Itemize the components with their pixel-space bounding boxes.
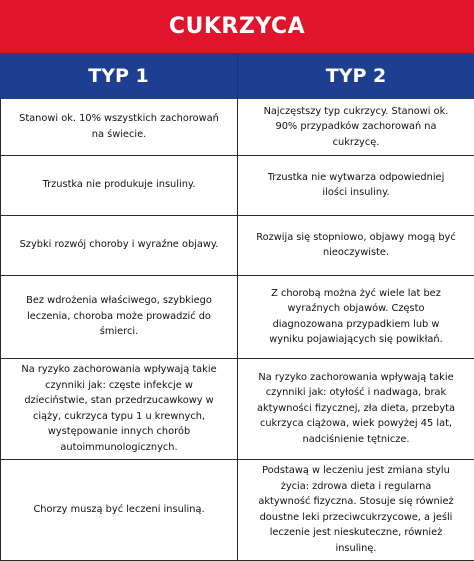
cell-type2-risk-factors: Na ryzyko zachorowania wpływają takie czynniki jak: otyłość i nadwaga, brak aktywności fizycznej, zła dieta, przebyta cukrzyca ciążowa, wiek powyżej 45 lat, nadciśnienie tętnicze. <box>238 358 474 459</box>
table-row <box>1 99 474 155</box>
cell-type2-course: Z chorobą można żyć wiele lat bez wyraźnych objawów. Często diagnozowana przypadkiem lub w wyniku pojawiających się powikłań. <box>238 275 474 358</box>
comparison-table <box>0 99 474 561</box>
page-title: CUKRZYCA <box>169 14 305 39</box>
cell-type2-treatment: Podstawą w leczeniu jest zmiana stylu życia: zdrowa dieta i regularna aktywność fizyczna. Stosuje się również doustne leki przeciwcukrzycowe, a jeśli leczenie jest nieskuteczne, również insulinę. <box>238 459 474 560</box>
cell-type1-prevalence: Stanowi ok. 10% wszystkich zachorowań na świecie. <box>1 99 238 155</box>
cell-type2-onset: Rozwija się stopniowo, objawy mogą być nieoczywiste. <box>238 215 474 275</box>
column-header-row <box>0 53 474 99</box>
cell-type2-pancreas: Trzustka nie wytwarza odpowiedniej ilości insuliny. <box>238 155 474 215</box>
title-bar <box>0 0 474 53</box>
table-row <box>1 215 474 275</box>
cell-type1-risk-factors: Na ryzyko zachorowania wpływają takie czynniki jak: częste infekcje w dzieciństwie, stan przedrzucawkowy w ciąży, cukrzyca typu 1 u krewnych, występowanie innych chorób autoimmunologicznych. <box>1 358 238 459</box>
table-row <box>1 459 474 560</box>
table-row <box>1 275 474 358</box>
column-header-type2: TYP 2 <box>237 53 474 99</box>
cell-type1-onset: Szybki rozwój choroby i wyraźne objawy. <box>1 215 238 275</box>
table-row <box>1 358 474 459</box>
cell-type2-prevalence: Najczęstszy typ cukrzycy. Stanowi ok. 90% przypadków zachorowań na cukrzycę. <box>238 99 474 155</box>
column-header-type1: TYP 1 <box>0 53 237 99</box>
cell-type1-course: Bez wdrożenia właściwego, szybkiego leczenia, choroba może prowadzić do śmierci. <box>1 275 238 358</box>
cell-type1-treatment: Chorzy muszą być leczeni insuliną. <box>1 459 238 560</box>
cell-type1-pancreas: Trzustka nie produkuje insuliny. <box>1 155 238 215</box>
table-row <box>1 155 474 215</box>
